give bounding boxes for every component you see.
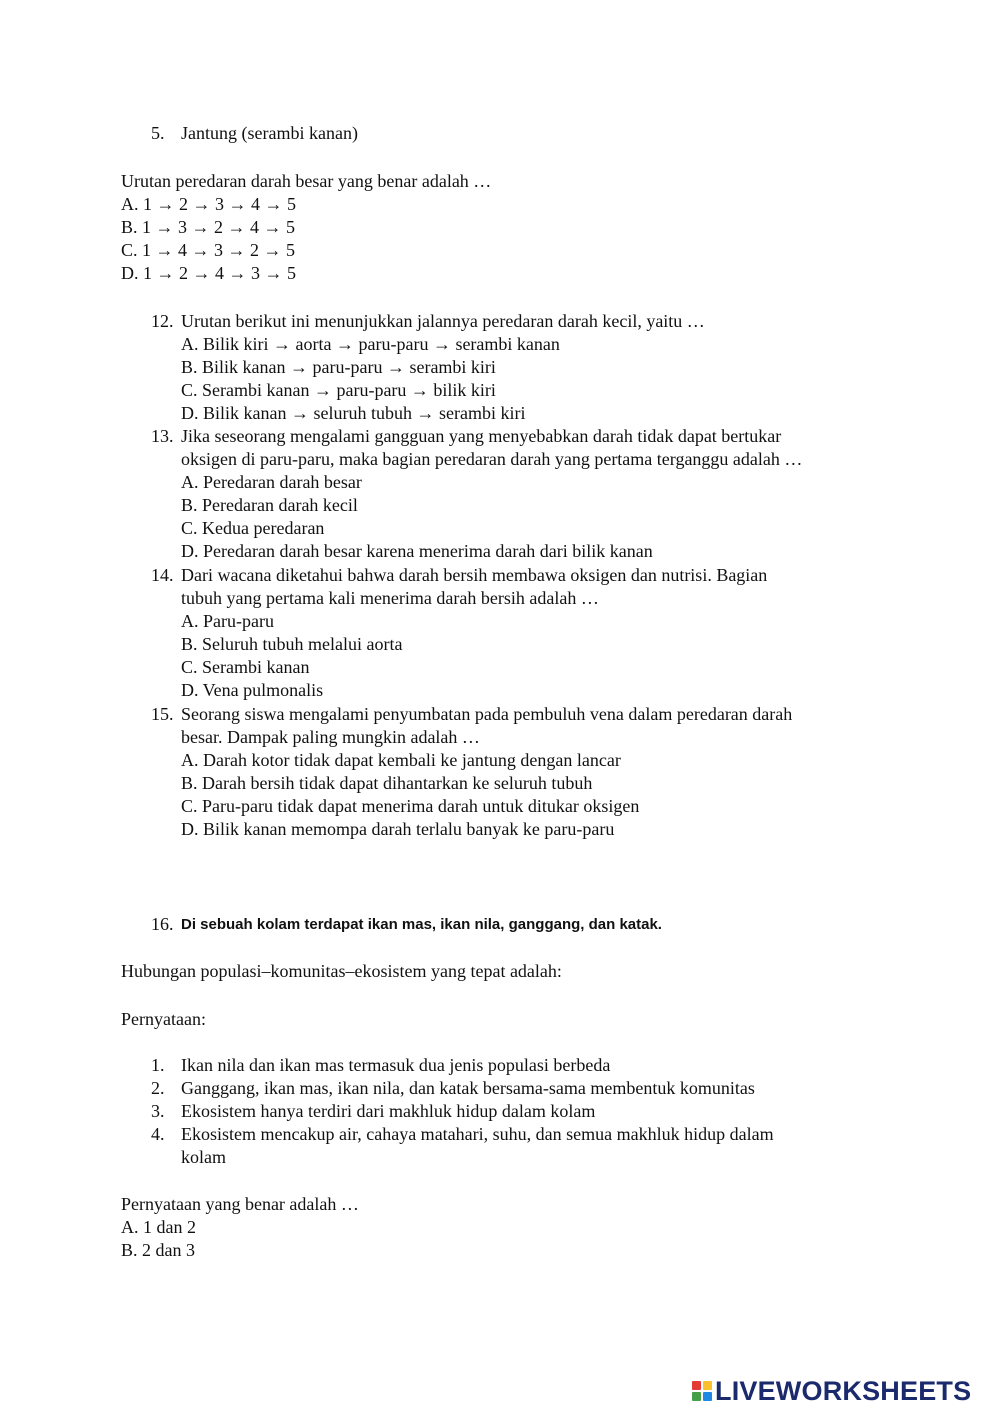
option-a: A. 1 → 2 → 3 → 4 → 5 (121, 194, 296, 214)
option-b: B. Bilik kanan → paru-paru → serambi kiri (181, 357, 496, 377)
option-b: B. Darah bersih tidak dapat dihantarkan ke seluruh tubuh (181, 773, 593, 793)
question-number: 16. (151, 914, 174, 934)
statement-text: Ekosistem hanya terdiri dari makhluk hidup dalam kolam (181, 1101, 596, 1121)
question-text: Urutan berikut ini menunjukkan jalannya peredaran darah kecil, yaitu … (181, 311, 705, 331)
question-text: Pernyataan yang benar adalah … (121, 1194, 359, 1214)
question-text: Dari wacana diketahui bahwa darah bersih membawa oksigen dan nutrisi. Bagian (181, 565, 768, 585)
option-a: A. Darah kotor tidak dapat kembali ke jantung dengan lancar (181, 750, 621, 770)
option-c: C. Serambi kanan (181, 657, 310, 677)
statement-text: kolam (181, 1147, 226, 1167)
statement-number: 3. (151, 1101, 165, 1121)
option-c: C. Kedua peredaran (181, 518, 325, 538)
question-number: 12. (151, 311, 174, 331)
option-c: C. Serambi kanan → paru-paru → bilik kiri (181, 380, 496, 400)
question-text: besar. Dampak paling mungkin adalah … (181, 727, 480, 747)
option-d: D. Bilik kanan memompa darah terlalu banyak ke paru-paru (181, 819, 615, 839)
option-a: A. Peredaran darah besar (181, 472, 362, 492)
option-c: C. Paru-paru tidak dapat menerima darah untuk ditukar oksigen (181, 796, 640, 816)
question-text: Urutan peredaran darah besar yang benar adalah … (121, 171, 492, 191)
logo-grid-icon (692, 1381, 712, 1401)
option-a: A. Bilik kiri → aorta → paru-paru → serambi kanan (181, 334, 560, 354)
statement-number: 1. (151, 1055, 165, 1075)
option-d: D. Peredaran darah besar karena menerima darah dari bilik kanan (181, 541, 653, 561)
option-c: C. 1 → 4 → 3 → 2 → 5 (121, 240, 296, 260)
option-b: B. 2 dan 3 (121, 1240, 195, 1260)
option-a: A. Paru-paru (181, 611, 274, 631)
question-number: 14. (151, 565, 174, 585)
question-number: 15. (151, 704, 174, 724)
statement-text: Ikan nila dan ikan mas termasuk dua jenis populasi berbeda (181, 1055, 611, 1075)
question-intro: Hubungan populasi–komunitas–ekosistem yang tepat adalah: (121, 961, 562, 981)
statement-number: 2. (151, 1078, 165, 1098)
option-b: B. Seluruh tubuh melalui aorta (181, 634, 403, 654)
question-number: 13. (151, 426, 174, 446)
logo-text: LIVEWORKSHEETS (715, 1375, 972, 1406)
question-text: Seorang siswa mengalami penyumbatan pada pembuluh vena dalam peredaran darah (181, 704, 793, 724)
liveworksheets-logo (692, 1376, 971, 1406)
question-text: Jika seseorang mengalami gangguan yang menyebabkan darah tidak dapat bertukar (181, 426, 782, 446)
item-text: Jantung (serambi kanan) (181, 123, 358, 143)
question-text: tubuh yang pertama kali menerima darah bersih adalah … (181, 588, 599, 608)
statement-text: Ekosistem mencakup air, cahaya matahari, suhu, dan semua makhluk hidup dalam (181, 1124, 774, 1144)
option-d: D. Bilik kanan → seluruh tubuh → serambi kiri (181, 403, 526, 423)
question-text: oksigen di paru-paru, maka bagian peredaran darah yang pertama terganggu adalah … (181, 449, 803, 469)
statement-text: Ganggang, ikan mas, ikan nila, dan katak bersama-sama membentuk komunitas (181, 1078, 755, 1098)
question-title: Di sebuah kolam terdapat ikan mas, ikan nila, ganggang, dan katak. (181, 916, 662, 933)
option-d: D. 1 → 2 → 4 → 3 → 5 (121, 263, 296, 283)
option-a: A. 1 dan 2 (121, 1217, 196, 1237)
statement-label: Pernyataan: (121, 1009, 206, 1029)
option-b: B. 1 → 3 → 2 → 4 → 5 (121, 217, 296, 237)
option-d: D. Vena pulmonalis (181, 680, 324, 700)
option-b: B. Peredaran darah kecil (181, 495, 358, 515)
statement-number: 4. (151, 1124, 165, 1144)
item-number: 5. (151, 123, 165, 143)
